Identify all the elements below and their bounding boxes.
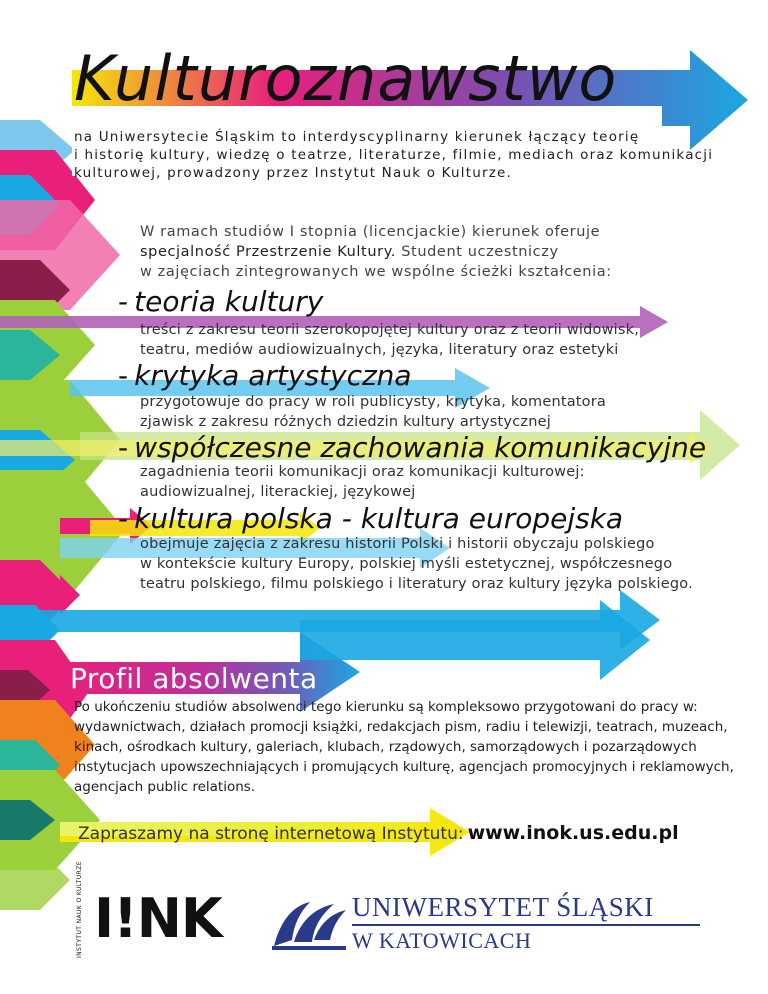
ink-institute-caption bbox=[76, 861, 88, 958]
course-dash: - bbox=[118, 502, 129, 535]
course-desc-line: w kontekście kultury Europy, polskiej myśli estetycznej, współczesnego bbox=[140, 556, 673, 572]
course-name: krytyka artystyczna bbox=[134, 359, 412, 392]
course-heading-krytyka-artystyczna bbox=[118, 360, 412, 392]
lead-line-rest: Student uczestniczy bbox=[396, 244, 559, 260]
lead-paragraph bbox=[140, 222, 640, 282]
course-heading-teoria-kultury bbox=[118, 286, 323, 318]
intro-line: na Uniwersytecie Śląskim to interdyscyplinarny kierunek łączący teorię bbox=[74, 129, 640, 145]
ink-logo: I!NK bbox=[94, 887, 222, 950]
profile-heading: Profil absolwenta bbox=[70, 662, 318, 695]
course-desc-line: przygotowuje do pracy w roli publicysty, krytyka, komentatora bbox=[140, 394, 607, 410]
course-desc-teoria-kultury bbox=[140, 320, 720, 360]
course-desc-line: teatru, mediów audiowizualnych, języka, literatury oraz estetyki bbox=[140, 342, 619, 358]
intro-text bbox=[74, 128, 714, 182]
university-name-line1: UNIWERSYTET ŚLĄSKI bbox=[352, 892, 654, 922]
course-dash: - bbox=[118, 431, 129, 464]
university-emblem-icon bbox=[270, 892, 348, 954]
intro-line: kulturowej, prowadzony przez Instytut Nauk o Kulturze. bbox=[74, 165, 513, 181]
profile-line: agencjach public relations. bbox=[74, 779, 256, 795]
profile-line: wydawnictwach, działach promocji książki, redakcjach pism, radiu i telewizji, teatrach, muzeach, bbox=[74, 719, 728, 735]
course-desc-line: teatru polskiego, filmu polskiego i literatury oraz kultury języka polskiego. bbox=[140, 576, 693, 592]
course-name: współczesne zachowania komunikacyjne bbox=[134, 431, 707, 464]
course-desc-line: audiowizualnej, literackiej, językowej bbox=[140, 484, 416, 500]
course-desc-kultura-polska bbox=[140, 534, 720, 594]
course-desc-wspolczesne-zachowania bbox=[140, 462, 720, 502]
course-heading-kultura-polska bbox=[118, 503, 623, 535]
course-dash: - bbox=[118, 285, 129, 318]
intro-line: i historię kultury, wiedzę o teatrze, literaturze, filmie, mediach oraz komunikacji bbox=[74, 147, 714, 163]
course-desc-krytyka-artystyczna bbox=[140, 392, 720, 432]
page-title: Kulturoznawstwo bbox=[74, 42, 618, 115]
profile-text bbox=[74, 697, 734, 797]
lead-line: w zajęciach zintegrowanych we wspólne ścieżki kształcenia: bbox=[140, 264, 612, 280]
course-desc-line: obejmuje zajęcia z zakresu historii Polski i historii obyczaju polskiego bbox=[140, 536, 655, 552]
university-name-line2: W KATOWICACH bbox=[352, 928, 532, 953]
course-name: kultura polska - kultura europejska bbox=[134, 502, 624, 535]
course-dash: - bbox=[118, 359, 129, 392]
course-name: teoria kultury bbox=[134, 285, 324, 318]
profile-line: kinach, ośrodkach kultury, galeriach, klubach, rządowych, samorządowych i pozarządowych bbox=[74, 739, 697, 755]
specialization-name: specjalność Przestrzenie Kultury. bbox=[140, 244, 397, 260]
course-desc-line: zjawisk z zakresu różnych dziedzin kultury artystycznej bbox=[140, 414, 551, 430]
lead-line bbox=[140, 242, 640, 262]
lead-line: W ramach studiów I stopnia (licencjackie) kierunek oferuje bbox=[140, 224, 601, 240]
ink-caption-text: INSTYTUT NAUK O KULTURZE bbox=[76, 861, 83, 958]
course-desc-line: zagadnienia teorii komunikacji oraz komunikacji kulturowej: bbox=[140, 464, 585, 480]
course-desc-line: treści z zakresu teorii szerokopojętej kultury oraz z teorii widowisk, bbox=[140, 322, 640, 338]
course-heading-wspolczesne-zachowania bbox=[118, 432, 706, 464]
website-invitation bbox=[78, 820, 679, 847]
invitation-text: Zapraszamy na stronę internetową Instytutu: bbox=[78, 824, 464, 844]
profile-line: instytucjach upowszechniających i promujących kulturę, agencjach promocyjnych i reklamowych, bbox=[74, 759, 734, 775]
university-divider bbox=[352, 924, 700, 926]
profile-line: Po ukończeniu studiów absolwenci tego kierunku są kompleksowo przygotowani do pracy w: bbox=[74, 699, 698, 715]
website-link[interactable]: www.inok.us.edu.pl bbox=[467, 822, 679, 844]
